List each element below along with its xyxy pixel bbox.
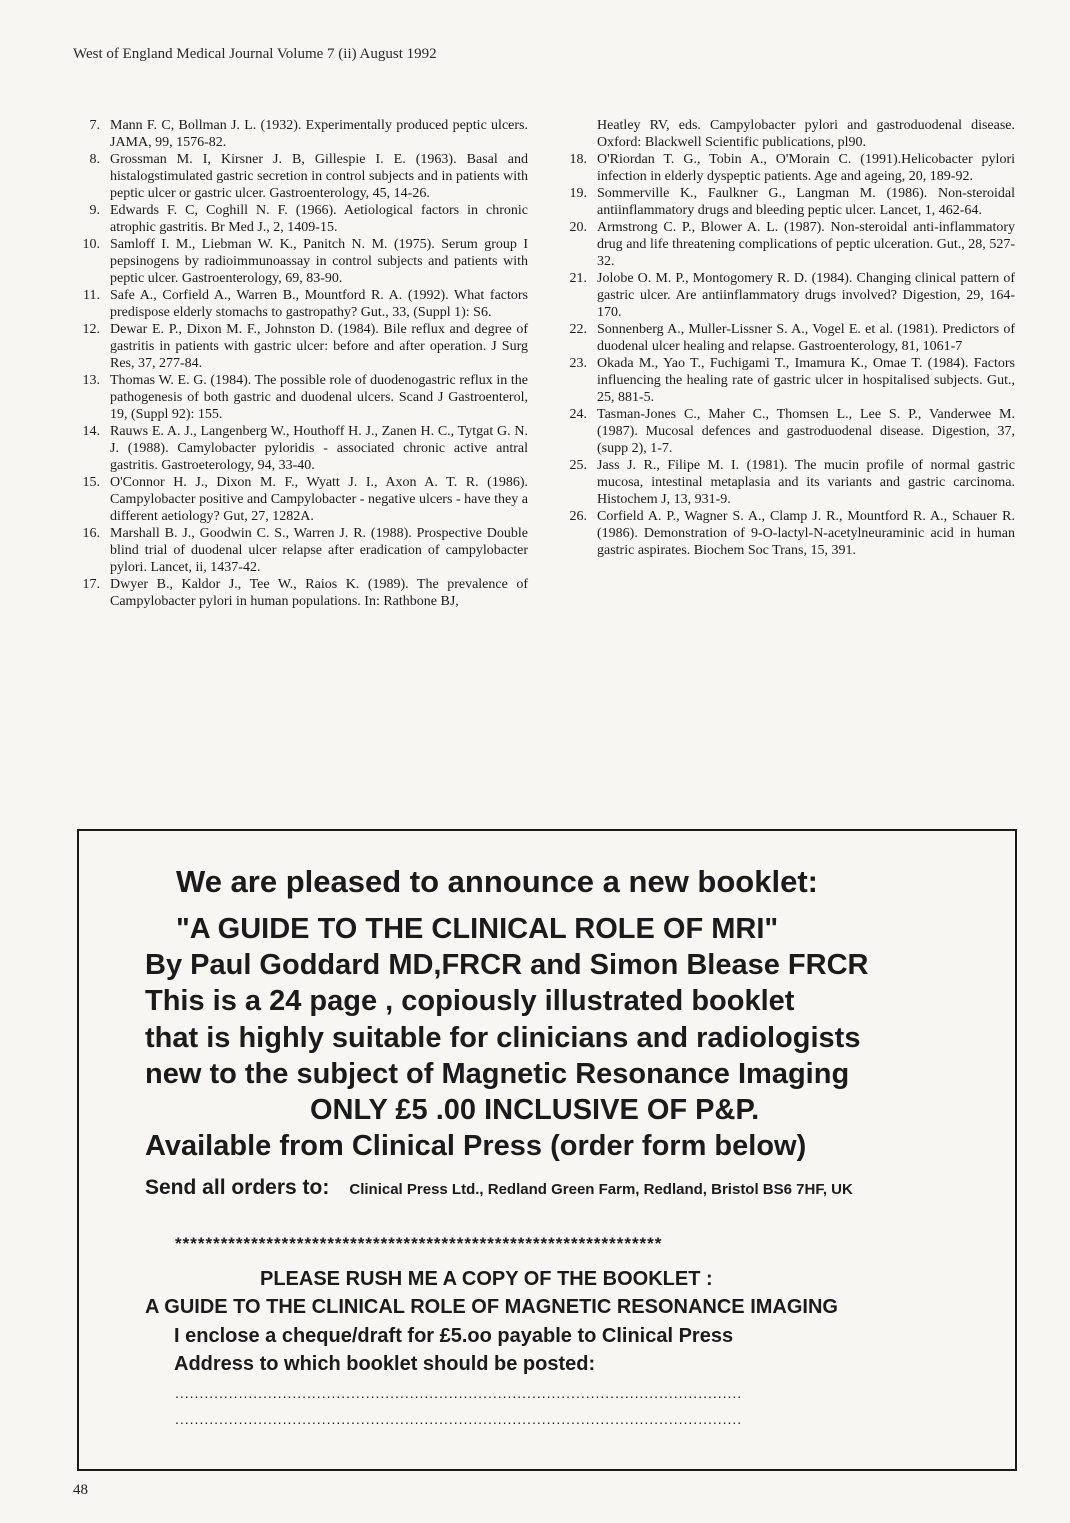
reference-number: 14. [82, 424, 100, 439]
reference-item [70, 474, 528, 525]
reference-text: Mann F. C, Bollman J. L. (1932). Experimentally produced peptic ulcers. JAMA, 99, 1576-82. [110, 118, 528, 150]
send-address: Clinical Press Ltd., Redland Green Farm, Redland, Bristol BS6 7HF, UK [349, 1181, 853, 1198]
references-right-column [557, 117, 1015, 559]
reference-number: 9. [89, 203, 100, 218]
journal-header: West of England Medical Journal Volume 7 (ii) August 1992 [73, 46, 437, 62]
ad-description-1: This is a 24 page , copiously illustrated booklet [145, 985, 795, 1017]
reference-text: Okada M., Yao T., Fuchigami T., Imamura K., Omae T. (1984). Factors influencing the healing rate of gastric ulcer in hospitalised subjects. Gut., 25, 881-5. [597, 356, 1015, 405]
reference-number [557, 117, 597, 151]
reference-number: 11. [83, 288, 100, 303]
ad-authors: By Paul Goddard MD,FRCR and Simon Blease FRCR [145, 949, 869, 981]
reference-number: 25. [569, 458, 587, 473]
reference-number: 8. [89, 152, 100, 167]
reference-item [70, 423, 528, 474]
reference-text: Marshall B. J., Goodwin C. S., Warren J. R. (1988). Prospective Double blind trial of duodenal ulcer relapse after eradication of campylobacter pylori. Lancet, ii, 1437-42. [110, 526, 528, 575]
reference-number: 18. [569, 152, 587, 167]
reference-number: 7. [89, 118, 100, 133]
reference-text: Rauws E. A. J., Langenberg W., Houthoff H. J., Zanen H. C., Tytgat G. N. J. (1988). Camylobacter pyloridis - associated chronic active antral gastritis. Gastroeterology, 94, 33-40. [110, 424, 528, 473]
reference-text: Sonnenberg A., Muller-Lissner S. A., Vogel E. et al. (1981). Predictors of duodenal ulcer healing and relapse. Gastroenterology, 81, 1061-7 [597, 322, 1015, 354]
reference-text: Jolobe O. M. P., Montogomery R. D. (1984). Changing clinical pattern of gastric ulcer. Are antiinflammatory drugs involved? Digestion, 29, 164-170. [597, 271, 1015, 320]
reference-text: Dwyer B., Kaldor J., Tee W., Raios K. (1989). The prevalence of Campylobacter pylori in human populations. In: Rathbone BJ, [110, 577, 528, 609]
ad-price: ONLY £5 .00 INCLUSIVE OF P&P. [310, 1094, 760, 1126]
reference-number: 24. [569, 407, 587, 422]
order-form-line-3: I enclose a cheque/draft for £5.oo payable to Clinical Press [174, 1325, 734, 1347]
ad-description-3: new to the subject of Magnetic Resonance Imaging [145, 1058, 850, 1090]
reference-number: 26. [569, 509, 587, 524]
reference-item [70, 321, 528, 372]
reference-text: O'Riordan T. G., Tobin A., O'Morain C. (1991).Helicobacter pylori infection in elderly dyspeptic patients. Age and ageing, 20, 189-92. [597, 152, 1015, 184]
ad-title: "A GUIDE TO THE CLINICAL ROLE OF MRI" [176, 913, 779, 945]
reference-text: Safe A., Corfield A., Warren B., Mountford R. A. (1992). What factors predispose elderly stomachs to gastropathy? Gut., 33, (Suppl 1): S6. [110, 288, 528, 320]
reference-number: 22. [569, 322, 587, 337]
reference-text: O'Connor H. J., Dixon M. F., Wyatt J. I., Axon A. T. R. (1986). Campylobacter positive and Campylobacter - negative ulcers - have they a different aetiology? Gut, 27, 1282A. [110, 475, 528, 524]
stars-separator: **************************************************************** [175, 1234, 663, 1253]
ad-headline: We are pleased to announce a new booklet: [176, 864, 818, 899]
reference-item [70, 287, 528, 321]
reference-text: Corfield A. P., Wagner S. A., Clamp J. R., Mountford R. A., Schauer R. (1986). Demonstration of 9-O-lactyl-N-acetylneuraminic acid in human gastric aspirates. Biochem Soc Trans, 15, 391. [597, 509, 1015, 558]
reference-text: Armstrong C. P., Blower A. L. (1987). Non-steroidal anti-inflammatory drug and life threatening complications of peptic ulceration. Gut., 28, 527-32. [597, 220, 1015, 269]
reference-item [557, 406, 1015, 457]
reference-number: 19. [569, 186, 587, 201]
address-line-1[interactable]: .................................................................................................................... [175, 1385, 743, 1401]
references-left-column [70, 117, 528, 610]
reference-item [557, 185, 1015, 219]
page-number: 48 [73, 1482, 88, 1498]
reference-number: 10. [82, 237, 100, 252]
reference-text: Grossman M. I, Kirsner J. B, Gillespie I. E. (1963). Basal and histalogstimulated gastric secretion in control subjects and in patients with peptic ulcer or gastric ulcer. Gastroenterology, 45, 14-26. [110, 152, 528, 201]
reference-number: 15. [82, 475, 100, 490]
reference-text: Samloff I. M., Liebman W. K., Panitch N. M. (1975). Serum group I pepsinogens by radioimmunoassay in control subjects and patients with peptic ulcer. Gastroenterology, 69, 83-90. [110, 237, 528, 286]
reference-number: 16. [82, 526, 100, 541]
reference-text: Tasman-Jones C., Maher C., Thomsen L., Lee S. P., Vanderwee M. (1987). Mucosal defences and gastroduodenal disease. Digestion, 37, (supp 2), 1-7. [597, 407, 1015, 456]
reference-item [70, 151, 528, 202]
order-form-line-4: Address to which booklet should be posted: [174, 1353, 596, 1375]
reference-text: Heatley RV, eds. Campylobacter pylori and gastroduodenal disease. Oxford: Blackwell Scientific publications, pl90. [597, 118, 1015, 150]
reference-item [557, 219, 1015, 270]
reference-item [557, 355, 1015, 406]
reference-number: 20. [569, 220, 587, 235]
ad-description-2: that is highly suitable for clinicians and radiologists [145, 1022, 861, 1054]
reference-item [557, 457, 1015, 508]
booklet-advertisement [77, 829, 1017, 1471]
reference-item [70, 372, 528, 423]
reference-text: Dewar E. P., Dixon M. F., Johnston D. (1984). Bile reflux and degree of gastritis in patients with gastric ulcer: before and after operation. J Surg Res, 37, 277-84. [110, 322, 528, 371]
reference-item [557, 117, 1015, 151]
reference-text: Edwards F. C, Coghill N. F. (1966). Aetiological factors in chronic atrophic gastritis. Br Med J., 2, 1409-15. [110, 203, 528, 235]
reference-number: 21. [569, 271, 587, 286]
reference-text: Sommerville K., Faulkner G., Langman M. (1986). Non-steroidal antiinflammatory drugs and bleeding peptic ulcer. Lancet, 1, 462-64. [597, 186, 1015, 218]
reference-text: Jass J. R., Filipe M. I. (1981). The mucin profile of normal gastric mucosa, intestinal metaplasia and its variants and gastric carcinoma. Histochem J, 13, 931-9. [597, 458, 1015, 507]
reference-number: 13. [82, 373, 100, 388]
reference-item [557, 151, 1015, 185]
reference-item [70, 525, 528, 576]
reference-item [70, 236, 528, 287]
reference-item [557, 270, 1015, 321]
order-form-line-2: A GUIDE TO THE CLINICAL ROLE OF MAGNETIC RESONANCE IMAGING [145, 1296, 838, 1318]
order-form-line-1: PLEASE RUSH ME A COPY OF THE BOOKLET : [260, 1268, 713, 1290]
address-line-2[interactable]: .................................................................................................................... [175, 1411, 743, 1427]
reference-number: 23. [569, 356, 587, 371]
ad-send-orders [145, 1176, 853, 1200]
reference-number: 12. [82, 322, 100, 337]
reference-item [70, 202, 528, 236]
reference-text: Thomas W. E. G. (1984). The possible role of duodenogastric reflux in the pathogenesis of both gastric and duodenal ulcers. Scand J Gastroenterol, 19, (Suppl 92): 155. [110, 373, 528, 422]
reference-item [70, 576, 528, 610]
ad-availability: Available from Clinical Press (order form below) [145, 1130, 807, 1162]
reference-item [557, 508, 1015, 559]
reference-item [557, 321, 1015, 355]
reference-number: 17. [82, 577, 100, 592]
send-label: Send all orders to: [145, 1176, 330, 1199]
reference-item [70, 117, 528, 151]
